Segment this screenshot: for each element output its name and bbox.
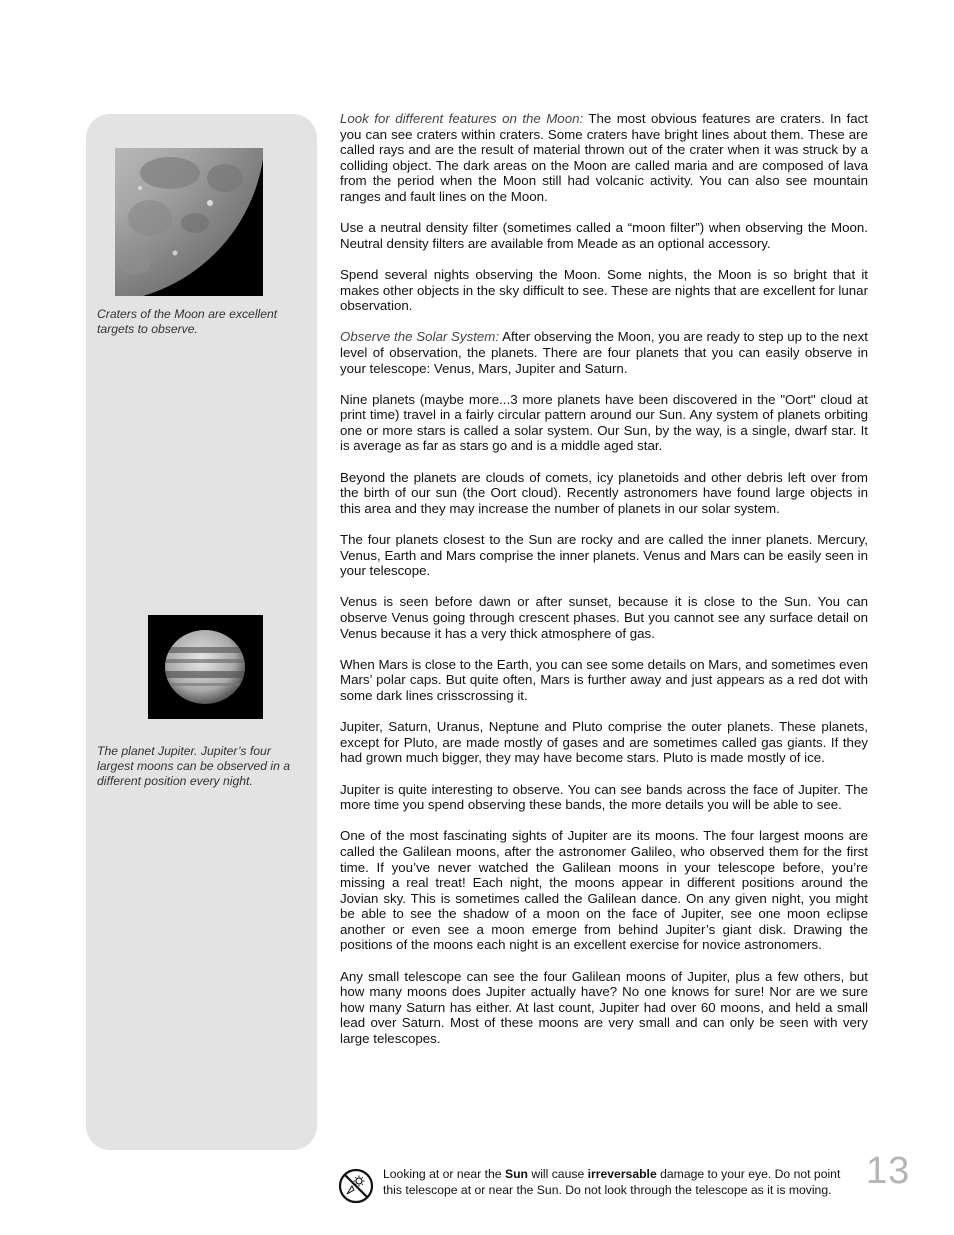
paragraph-outer-planets: Jupiter, Saturn, Uranus, Neptune and Pluto comprise the outer planets. These planets, except for Pluto, are made mostly of gases and are sometimes called gas giants. If they had grown much bigger, they may have become stars. Pluto is made mostly of ice. [340,719,868,766]
paragraph-neutral-density: Use a neutral density filter (sometimes called a “moon filter”) when observing the Moon. Neutral density filters are available from Meade as an optional accessory. [340,220,868,251]
paragraph-solar-system [340,329,868,376]
solar-system-body: After observing the Moon, you are ready to step up to the next level of observation, the planets. There are four planets that you can easily observe in your telescope: Venus, Mars, Jupiter and Saturn. [340,329,868,376]
main-text [340,111,868,1062]
paragraph-beyond-planets: Beyond the planets are clouds of comets, icy planetoids and other debris left over from the birth of our sun (the Oort cloud). Recently astronomers have found large objects in this area and they may increase the number of planets in our solar system. [340,469,868,516]
moon-caption: Craters of the Moon are excellent targets to observe. [97,307,278,336]
warning-text-3: damage to your eye. Do not point this telescope at or near the Sun. Do not look through the telescope as it is moving. [383,1167,841,1197]
paragraph-moon-count: Any small telescope can see the four Galilean moons of Jupiter, plus a few others, but how many moons does Jupiter actually have? No one knows for sure! Nor are we sure how many Saturn has either. At last count, Jupiter had over 60 moons, and held a small lead over Saturn. Most of these moons are very small and can only be seen with very large telescopes. [340,968,868,1047]
paragraph-inner-planets: The four planets closest to the Sun are rocky and are called the inner planets. Mercury, Venus, Earth and Mars comprise the inner planets. Venus and Mars can be easily seen in your telescope. [340,532,868,579]
page-number: 13 [866,1150,911,1192]
solar-system-lead: Observe the Solar System: [340,329,500,345]
warning-text-1: Looking at or near the [383,1167,505,1181]
sun-warning [338,1166,841,1206]
jupiter-photo [148,615,263,719]
paragraph-moon-features [340,111,868,205]
moon-photo [115,148,263,296]
warning-irreversable-word: irreversable [587,1167,657,1181]
jupiter-caption: The planet Jupiter. Jupiter’s four largest moons can be observed in a different position every night. [97,744,291,788]
sun-warning-text [383,1166,843,1198]
moon-features-lead: Look for different features on the Moon: [340,111,584,126]
paragraph-venus: Venus is seen before dawn or after sunset, because it is close to the Sun. You can observe Venus going through crescent phases. But you cannot see any surface detail on Venus because it has a very thick atmosphere of gas. [340,594,868,641]
paragraph-several-nights: Spend several nights observing the Moon. Some nights, the Moon is so bright that it makes other objects in the sky difficult to see. These are nights that are excellent for lunar observation. [340,266,868,314]
paragraph-galilean-moons: One of the most fascinating sights of Jupiter are its moons. The four largest moons are called the Galilean moons, after the astronomer Galileo, who observed them for the first time. If you’ve never watched the Galilean moons in your telescope before, you’re missing a real treat! Each night, the moons appear in different positions around the Jovian sky. This is sometimes called the Galilean dance. On any given night, you might be able to see the shadow of a moon on the face of Jupiter, see one moon eclipse another or even see a moon emerge from behind Jupiter’s giant disk. Drawing the positions of the moons each night is an excellent exercise for novice astronomers. [340,828,868,953]
paragraph-nine-planets: Nine planets (maybe more...3 more planets have been discovered in the "Oort" cloud at print time) travel in a fairly circular pattern around our Sun. Any system of planets orbiting one or more stars is called a solar system. Our Sun, by the way, is a single, dwarf star. It is average as far as stars go and is a middle aged star. [340,391,868,454]
paragraph-jupiter: Jupiter is quite interesting to observe. You can see bands across the face of Jupiter. The more time you spend observing these bands, the more details you will be able to see. [340,781,868,813]
warning-sun-word: Sun [504,1167,528,1181]
warning-text-2: will cause [528,1167,588,1181]
moon-features-body: The most obvious features are craters. In fact you can see craters within craters. Some craters have bright lines about them. These are called rays and are the result of material thrown out of the crater when it was struck by a colliding object. The dark areas on the Moon are called maria and are composed of lava from the period when the Moon still had volcanic activity. You can also see mountain ranges and fault lines on the Moon. [340,111,868,204]
no-sun-viewing-icon [338,1168,374,1204]
paragraph-mars: When Mars is close to the Earth, you can see some details on Mars, and sometimes even Mars’ polar caps. But quite often, Mars is further away and just appears as a red dot with some dark lines crisscrossing it. [340,656,868,703]
